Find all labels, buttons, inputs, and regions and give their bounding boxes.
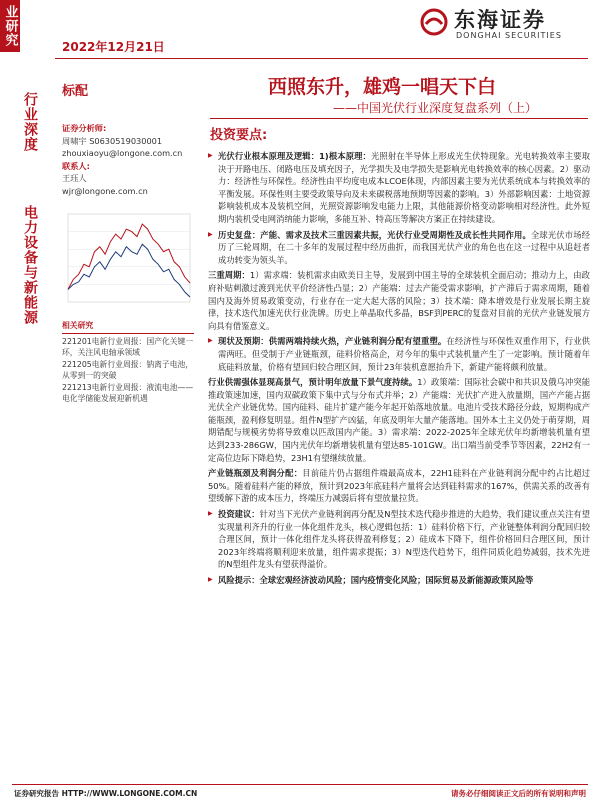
related-research <box>62 320 194 405</box>
analyst-email[interactable]: zhouxiaoyu@longone.com.cn <box>62 148 183 158</box>
chart-frame <box>68 214 190 302</box>
footer-divider <box>12 784 588 785</box>
contact-name: 王珏人 <box>62 173 87 183</box>
related-item[interactable]: 221213电新行业周报：液流电池——电化学储能发展迎新机遇 <box>62 382 194 403</box>
analyst-label: 证券分析师: <box>62 123 107 133</box>
paragraph-text: 全球光伏市场经历了三轮周期，在二十多年的发展过程中经历曲折，而我国光伏产业的角色也在这一过程中从追赶者成功转变为领头羊。 <box>218 229 590 265</box>
paragraph-bottleneck <box>208 467 590 505</box>
paragraph-text: 1）需求端：装机需求由欧美日主导，发展到中国主导的全球装机全面启动；推动力上，由政府补贴刺激过渡到光伏平价经济性凸显；2）产能端：过去产能受需求影响，扩产滞后于需求周期，随着国内及海外贸易政策变动，行业存在一定大起大落的风险；3）技术端：降本增效是行业发展长期主旋律，技术迭代加速光伏行业洗牌。历史上单晶取代多晶，BSF到PERC的复盘对目前的光伏产业链发展方向具有借鉴意义。 <box>208 270 590 331</box>
paragraph-lead: 投资建议： <box>218 509 260 520</box>
paragraph-text: 在经济性与环保性双重作用下，行业供需两旺。但受制于产业链瓶颈，硅料价格高企，对今年的集中式装机量产生了一定影响。预计随着年底硅料放量，价格有望回归较合理区间，预计23年装机意愿抬升下，新建产能将颇利放量。 <box>218 336 590 372</box>
analyst-id: S0630519030001 <box>89 135 163 146</box>
related-divider <box>62 333 194 334</box>
related-item[interactable]: 221205电新行业周报：钠离子电池，从零到一的突破 <box>62 359 194 380</box>
analyst-info <box>62 122 192 197</box>
index-performance-chart <box>62 208 194 316</box>
title-divider <box>210 118 588 119</box>
footer-website[interactable]: 证券研究报告 HTTP://WWW.LONGONE.COM.CN <box>14 789 198 798</box>
paragraph-text: 1）政策端：国际社会碳中和共识及俄乌冲突能推政策速加速，国内双碳政策下集中式与分布式并举；2）产能端：光伏扩产进入放量期，国产产能占据光伏全产业链优势。国内硅料、硅片扩建产能今年起开始落地放量。电池片受技术路径分歧，短期构成产能瓶颈，盈利修复明显。组件N型扩产凶猛，年底及明年大量产能落地。国外本土主义仍处于萌芽期，周期错配与规模劣势将导致难以匹敌国内产能。3）需求端：2022-2025年全球光伏年均新增装机量有望达到233-286GW，国内光伏年均新增装机量有望达85-101GW。出口端当前受季节等因素，22H2有一定高位边际下降趋势，23H1有望继续放量。 <box>208 377 591 463</box>
industry-label: 电力设备与新能源 <box>18 190 42 340</box>
paragraph-lead: 历史复盘：产能、需求及技术三重因素共振，光伏行业受周期性及成长性共同作用。 <box>218 229 531 240</box>
industry-rating: 标配 <box>62 84 89 99</box>
paragraph-supply-demand <box>208 376 590 464</box>
key-points-heading: 投资要点: <box>210 128 268 143</box>
contact-label: 联系人: <box>62 160 90 171</box>
paragraph-risk <box>208 574 590 587</box>
logo-text-en: DONGHAI SECURITIES <box>456 31 562 40</box>
footer-disclaimer: 请务必仔细阅读正文后的所有说明和声明 <box>451 789 586 798</box>
report-date: 2022年12月21日 <box>62 40 165 54</box>
logo-mark-icon <box>420 8 448 36</box>
paragraph-lead: 现状及预期：供需两端持续火热，产业链利润分配有望重塑。 <box>218 336 447 347</box>
company-logo <box>420 4 590 46</box>
paragraph-text: 目前硅片仍占据组件端最高成本，22H1硅料在产业链利润分配中约占比超过50%。随着硅料产能的释放，预计到2023年底硅料产量将会达到硅料需求的167%，供需关系的改善有望缓解下游的成本压力，终端压力减弱后将有望放量拉货。 <box>208 468 590 504</box>
key-points-body <box>208 150 590 590</box>
header-divider <box>55 58 588 59</box>
paragraph-lead: 产业链瓶颈及利润分配： <box>208 468 303 479</box>
paragraph-text: 光照射在半导体上形成光生伏特现象。光电转换效率主要取决于开路电压、闭路电压及填充因子，光学损失及电学损失是影响光电转换效率的核心因素。2）驱动力：经济性与环保性。经济性由平均度电成本LCOE体现，内部因素主要为光伏系统成本与转换效率的平衡发展。环保性则主要受政策导向及未来碳税落地预期等因素的影响。3）外部影响因素：土地资源影响装机成本及装机空间，光照资源影响发电能力上限，其他能源价格变动影响相对经济性。此外短期内装机受电网消纳能力影响，多能互补、特高压等解决方案正在持续建设。 <box>218 151 590 224</box>
paragraph-lead: 行业供需强体显现高景气，预计明年放量下景气度持续。 <box>208 377 418 388</box>
paragraph-lead: 三重周期： <box>208 270 250 281</box>
paragraph-history <box>208 229 590 267</box>
related-research-label: 相关研究 <box>62 321 94 330</box>
contact-email[interactable]: wjr@longone.com.cn <box>62 185 148 196</box>
paragraph-lead: 光伏行业根本原理及逻辑：1)根本原理： <box>218 151 371 161</box>
related-item[interactable]: 221201电新行业周报：国产化关键一环，关注风电轴承领域 <box>62 336 194 357</box>
report-title: 西照东升，雄鸡一唱天下白 <box>268 76 497 98</box>
chart-series-line-1 <box>68 244 190 297</box>
paragraph-principle <box>208 150 590 226</box>
report-subtitle: ——中国光伏行业深度复盘系列（上） <box>333 101 538 115</box>
paragraph-outlook <box>208 335 590 373</box>
paragraph-lead: 风险提示：全球宏观经济波动风险；国内疫情变化风险；国际贸易及新能源政策风险等 <box>218 575 534 585</box>
paragraph-cycles <box>208 269 590 332</box>
analyst-name: 周啸宇 <box>62 135 87 146</box>
logo-text-cn: 东海证券 <box>454 8 546 32</box>
paragraph-investment <box>208 508 590 571</box>
paragraph-text: 针对当下光伏产业链利润再分配及N型技术迭代稳步推进的大趋势，我们建议重点关注有望实现量利齐升的行业一体化组件龙头，核心逻辑包括：1）硅料价格下行，产业链整体利润分配回归较合理区间，预计一体化组件龙头将获得盈利修复；2）硅成本下降下，组件价格回归合理区间，预计2023年终端将顺利迎来放量，组件需求提振；3）N型迭代趋势下，组件同质化趋势减弱，技术先进的N型组件龙头有望获得溢价。 <box>218 509 590 570</box>
report-category-label: 行业深度 <box>18 82 42 162</box>
chart-series-line-0 <box>68 224 190 289</box>
report-type-strip: 业研究 <box>0 0 20 52</box>
